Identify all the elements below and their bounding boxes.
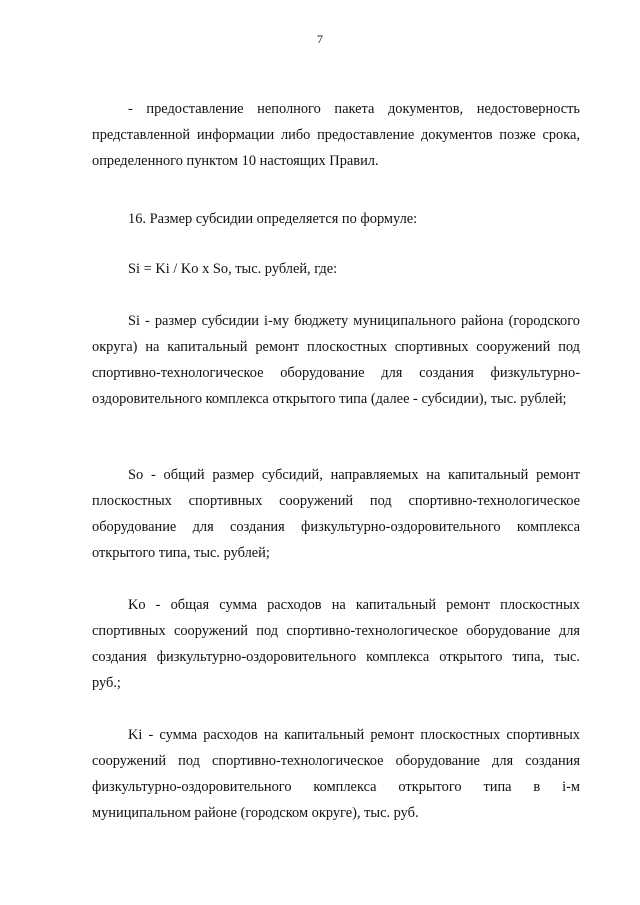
paragraph-si-definition: Si - размер субсидии i-му бюджету муниципального района (городского округа) на капитальный ремонт плоскостных спортивных сооружений под спортивно-технологическое оборудование для создания физкультурно-оздоровительного комплекса открытого типа (далее - субсидии), тыс. рублей; (92, 313, 580, 407)
paragraph-formula: Si = Ki / Ko x So, тыс. рублей, где: (128, 261, 338, 277)
paragraph-subsidy-formula-intro: 16. Размер субсидии определяется по формуле: (128, 211, 418, 227)
paragraph-incomplete-documents: - предоставление неполного пакета документов, недостоверность представленной информации либо предоставление документов позже срока, определенного пунктом 10 настоящих Правил. (92, 101, 580, 169)
paragraph-so-definition: So - общий размер субсидий, направляемых на капитальный ремонт плоскостных спортивных сооружений под спортивно-технологическое оборудование для создания физкультурно-оздоровительного комплекса открытого типа, тыс. рублей; (92, 467, 580, 561)
paragraph-ko-definition: Ko - общая сумма расходов на капитальный ремонт плоскостных спортивных сооружений под спортивно-технологическое оборудование для создания физкультурно-оздоровительного комплекса открытого типа, тыс. руб.; (92, 597, 580, 691)
page-number: 7 (317, 32, 323, 46)
paragraph-ki-definition: Ki - сумма расходов на капитальный ремонт плоскостных спортивных сооружений под спортивно-технологическое оборудование для создания физкультурно-оздоровительного комплекса открытого типа в i-м муниципальном районе (городском округе), тыс. руб. (92, 727, 580, 821)
